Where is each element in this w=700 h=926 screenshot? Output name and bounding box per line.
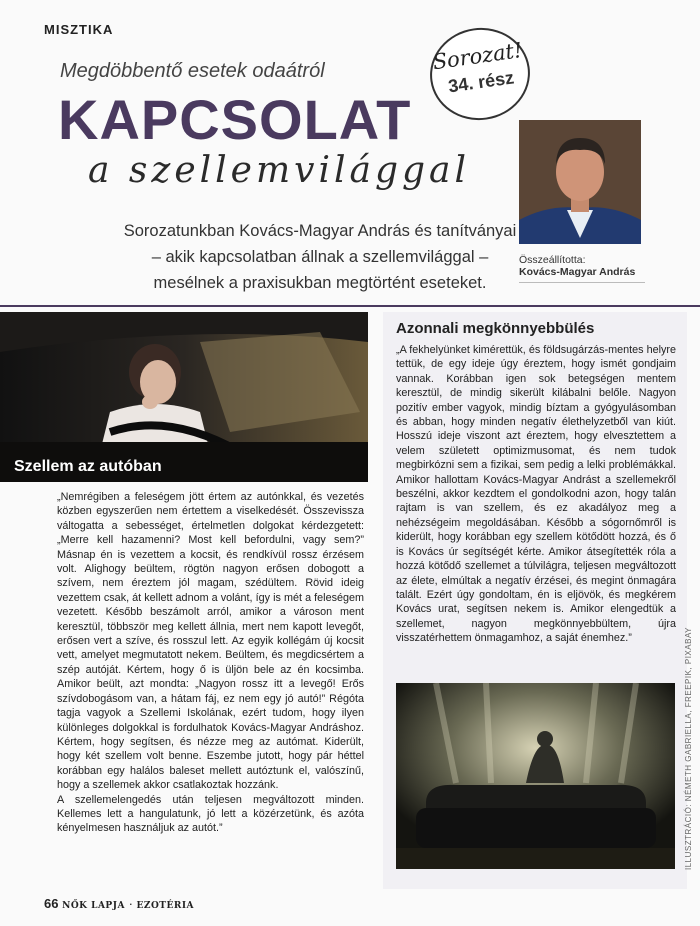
footer-section: EZOTÉRIA — [136, 901, 195, 911]
credit-name: Kovács-Magyar András — [519, 266, 636, 278]
author-portrait — [519, 120, 641, 244]
left-article — [57, 490, 364, 836]
kicker: Megdöbbentő esetek odaátról — [60, 60, 325, 82]
ghost-room-photo — [396, 683, 675, 869]
intro-text: Sorozatunkban Kovács-Magyar András és tanítványai – akik kapcsolatban állnak a szellemvilággal – mesélnek a praxisukban megtörtént eseteket. — [123, 222, 517, 292]
credit-label: Összeállította: — [519, 254, 586, 266]
left-paragraph-2: A szellemelengedés után teljesen megváltozott minden. Kellemes lett a hangulatunk, jó lett a közérzetünk, és azóta kényelmesen használjuk az autót.” — [57, 793, 364, 835]
divider — [0, 305, 700, 307]
footer-separator: · — [128, 896, 133, 911]
headline: KAPCSOLAT — [58, 88, 412, 151]
series-badge-label: Sorozat! — [431, 38, 524, 75]
subheadline: a szellemvilággal — [88, 150, 471, 191]
car-photo — [0, 312, 368, 482]
left-paragraph-1: „Nemrégiben a feleségem jött értem az autónkkal, és vezetés közben egyszerűen nem értettem a viselkedését. Összevissza váltogatta a sebességet, értelmetlen dolgokat kérdezgetett: „Merre kell hazamenni? Most kell befordulni, vagy sem?” Másnap én is vezettem a kocsit, és rendkívül rossz érzésem volt. Alighogy beültem, rögtön nagyon erősen dobogott a szívem, nem éreztem jól magam, szédültem. Rövid ideig vezettem csak, át kellett adnom a volánt, így is mét a feleségem vezetett. Később beszámolt arról, amikor a városon ment keresztül, többször meg kellett állnia, mert nem kapott levegőt, erősen vert a szíve, és rosszul lett. Az egyik kollégám új kocsit vett, amelyet megmutatott nekem. Beültem, és megdicsértem a szép autóját. Kértem, hogy ő is üljön bele az én kocsimba. Amikor beült, azt mondta: „Nagyon rossz itt a levegő! Erős szívdobogásom van, a hátam fáj, ez nem egy jó autó!” Régóta tagja vagyok a Szellemi Iskolának, ezért tudom, hogy ilyen különleges dolgokkal is fordulhatok Kovács-Magyar Andráshoz. Kértem, hogy segítsen, és nézze meg az autómat. Kiderült, hogy két szellem volt benne. Eszembe jutott, hogy pár héttel korábban egy halálos baleset mellett autóztunk el, valószínű, hogy a szellemek akkor csatlakoztak hozzánk. — [57, 491, 364, 792]
illustration-credit: ILLUSZTRÁCIÓ: NÉMETH GABRIELLA, FREEPIK, PIXABAY — [684, 626, 693, 870]
series-episode: 34. rész — [447, 67, 516, 97]
series-badge — [424, 21, 536, 126]
sidebar-heading: Azonnali megkönnyebbülés — [396, 320, 595, 337]
sidebar-article: „A fekhelyünket kimérettük, és földsugárzás-mentes helyre tettük, de egy ideje úgy éreztem, hogy ismét gondjaim vannak. Korábban igen sok betegségen mentem keresztül, de mindig sikerült kilábalni belőle. Nagyon pozitív ember vagyok, mindig bíztam a gyógyulásomban és abban, hogy minden negatív élethelyzetből van kiút. Hosszú ideje viszont azt éreztem, hogy elvesztettem a velem született optimizmusomat, és nem tudok megbirkózni sem a fizikai, sem pedig a lelki problémákkal. Amikor hallottam Kovács-Magyar Andrást a szellemekről beszélni, akkor kezdtem el gondolkodni azon, hogy talán rajtam is van szellem, és ez akadályoz meg a nehézségeim megoldásában. Később a sógornőmről is kiderült, hogy korábban egy szellem kötődött hozzá, és ő is Kovács úr segítségét kérte. Amikor átsegítették róla a hozzá kötődő szellemet a túlvilágra, teljesen megváltozott az élete, elmúltak a negatív érzései, és megint önmagára talált. Ezért úgy gondoltam, én is eljövök, és megkérem Kovács urat, segítsen nekem is. Amikor elengedtük a szellemet, nagyon megkönnyebbültem, újra visszatérhettem önmagamhoz, a saját énemhez.” — [396, 344, 676, 645]
author-credit — [519, 254, 645, 283]
page-number: 66 — [44, 896, 59, 911]
section-label: MISZTIKA — [44, 22, 114, 37]
magazine-name: NŐK LAPJA — [62, 901, 125, 911]
photo-caption: Szellem az autóban — [14, 458, 162, 475]
page-footer — [44, 896, 194, 911]
